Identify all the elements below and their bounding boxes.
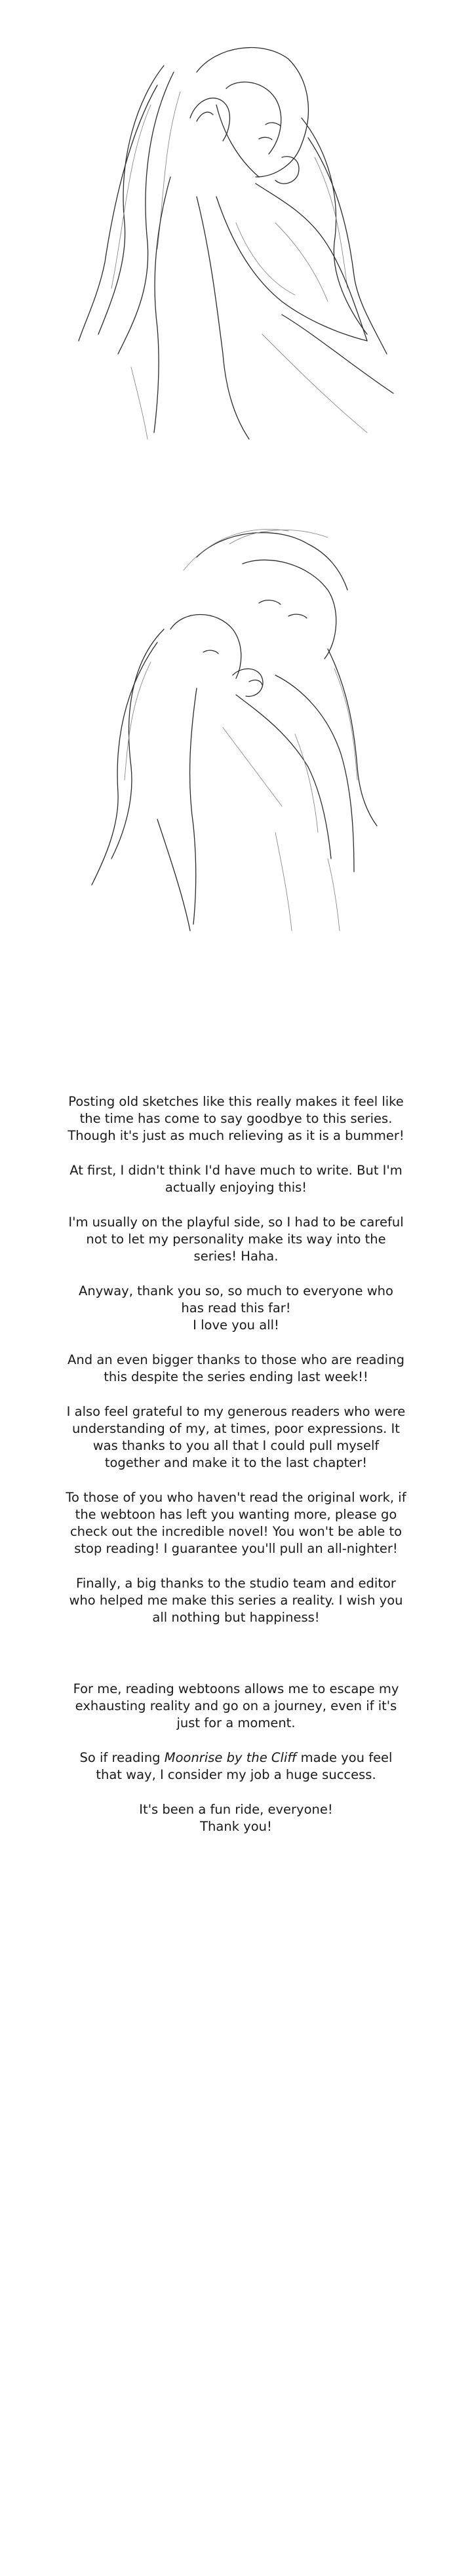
afterword-paragraph-10 (66, 1749, 406, 1784)
series-title: Moonrise by the Cliff (164, 1750, 297, 1765)
afterword-paragraph-2: At first, I didn't think I'd have much to write. But I'm actually enjoying this! (69, 1163, 403, 1195)
afterword-paragraph-11 (66, 1801, 406, 1835)
afterword-paragraph-10-pre: So if reading (79, 1750, 165, 1765)
sketch-embrace-2 (0, 518, 472, 937)
sketch-embrace-1-drawing (0, 26, 472, 446)
afterword-paragraph-11-line-2: Thank you! (200, 1819, 272, 1834)
afterword-paragraph-3: I'm usually on the playful side, so I had to be careful not to let my personality make its way into the series! Haha. (68, 1215, 404, 1264)
afterword-paragraph-11-line-1: It's been a fun ride, everyone! (139, 1802, 333, 1817)
afterword-paragraph-1: Posting old sketches like this really makes it feel like the time has come to say goodbye to this series. Though it's just as much relieving as it is a bummer! (68, 1094, 404, 1143)
afterword-paragraph-7: To those of you who haven't read the original work, if the webtoon has left you wanting more, please go check out the incredible novel! You won't be able to stop reading! I guarantee you'll pull an all-nighter! (66, 1490, 406, 1556)
afterword-paragraph-5: And an even bigger thanks to those who are reading this despite the series ending last week!! (68, 1352, 404, 1384)
sketch-embrace-1 (0, 26, 472, 446)
afterword-paragraph-6: I also feel grateful to my generous readers who were understanding of my, at times, poor expressions. It was thanks to you all that I could pull myself together and make it to the last chapter! (66, 1404, 406, 1470)
afterword-spacer (66, 1644, 406, 1681)
sketch-embrace-2-drawing (0, 518, 472, 937)
afterword-text (66, 1093, 406, 1853)
afterword-paragraph-4 (66, 1283, 406, 1334)
afterword-paragraph-4-line-1: Anyway, thank you so, so much to everyone who has read this far! (79, 1283, 393, 1316)
afterword-paragraph-8: Finally, a big thanks to the studio team and editor who helped me make this series a reality. I wish you all nothing but happiness! (69, 1576, 403, 1625)
afterword-paragraph-10-post: made you feel that way, I consider my job a huge success. (96, 1750, 393, 1782)
afterword-paragraph-9: For me, reading webtoons allows me to escape my exhausting reality and go on a journey, even if it's just for a moment. (73, 1681, 399, 1730)
afterword-paragraph-4-line-2: I love you all! (193, 1317, 279, 1333)
